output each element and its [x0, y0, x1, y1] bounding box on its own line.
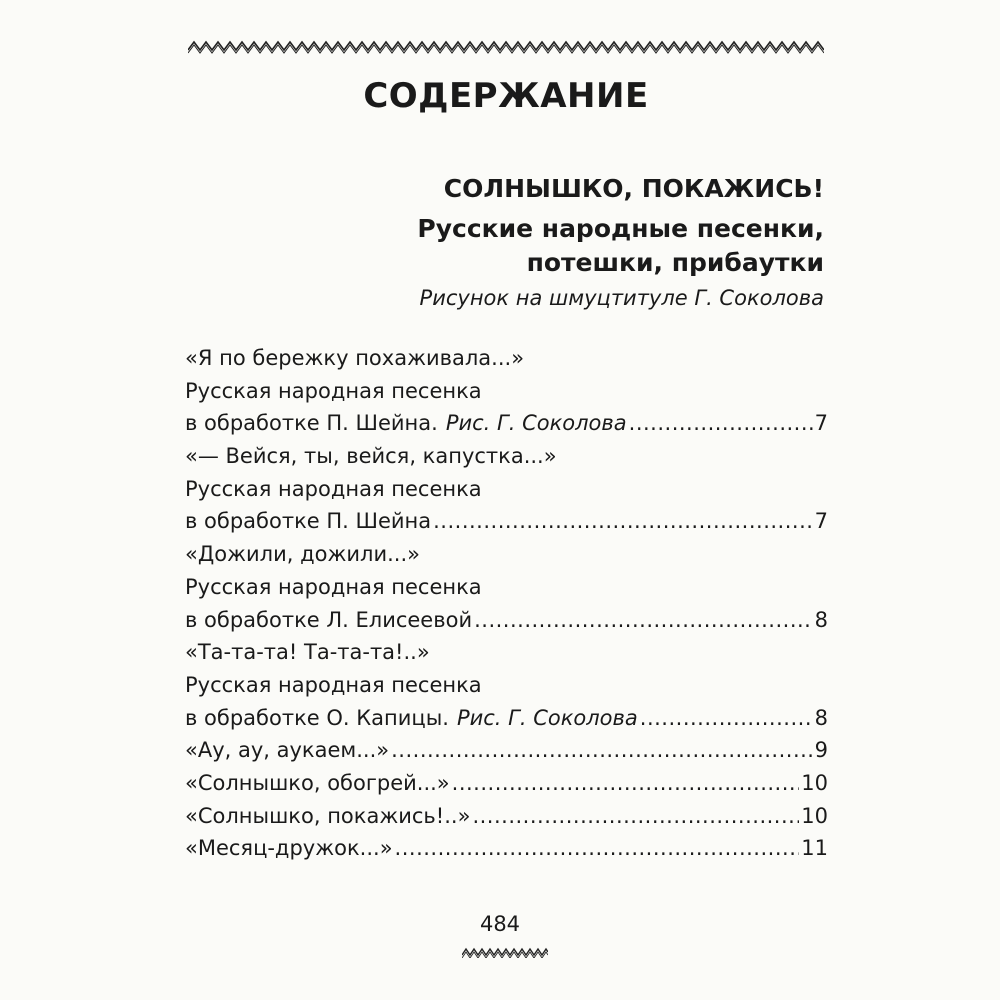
entry-adaptation: в обработке П. Шейна. — [185, 411, 438, 436]
toc-entry-subline — [185, 673, 828, 706]
entry-title: «Дожили, дожили...» — [185, 542, 420, 567]
section-subtitle-line2: потешки, прибаутки — [526, 248, 824, 277]
toc-entry[interactable] — [185, 738, 828, 771]
entry-title: «Месяц-дружок...» — [185, 836, 393, 861]
entry-page-number: 8 — [814, 705, 828, 730]
entry-page-number: 10 — [801, 803, 828, 828]
entry-adaptation: в обработке П. Шейна — [185, 509, 432, 534]
entry-page-number: 7 — [814, 509, 828, 534]
toc-entry-subline — [185, 575, 828, 608]
entry-title: «Ау, ау, аукаем...» — [185, 738, 390, 763]
entry-page-number: 10 — [801, 770, 828, 795]
toc-entry[interactable] — [185, 542, 828, 575]
dot-leader — [391, 738, 813, 762]
dot-leader — [433, 509, 813, 533]
section-illustrator: Рисунок на шмуцтитуле Г. Соколова — [419, 286, 824, 310]
toc-entry-subline — [185, 411, 828, 444]
entry-artist: Рис. Г. Соколова — [456, 705, 638, 730]
section-subtitle-line1: Русские народные песенки, — [417, 214, 824, 243]
toc-entry-subline — [185, 706, 828, 739]
toc-entry-subline — [185, 608, 828, 641]
toc-entry-subline — [185, 379, 828, 412]
entry-page-number: 9 — [814, 738, 828, 763]
toc-entry[interactable] — [185, 771, 828, 804]
entry-title: «Солнышко, покажись!..» — [185, 803, 471, 828]
dot-leader — [472, 804, 799, 828]
toc-entries — [185, 346, 828, 869]
entry-artist: Рис. Г. Соколова — [445, 411, 627, 436]
toc-entry[interactable] — [185, 346, 828, 379]
entry-title: «— Вейся, ты, вейся, капустка...» — [185, 444, 557, 469]
entry-page-number: 7 — [814, 411, 828, 436]
entry-description: Русская народная песенка — [185, 574, 482, 599]
contents-heading: СОДЕРЖАНИЕ — [363, 76, 649, 116]
entry-description: Русская народная песенка — [185, 672, 482, 697]
dot-leader — [629, 411, 813, 435]
bottom-ornament — [462, 946, 548, 958]
toc-entry-subline — [185, 477, 828, 510]
dot-leader — [452, 771, 800, 795]
entry-adaptation: в обработке О. Капицы. — [185, 705, 449, 730]
entry-adaptation: в обработке Л. Елисеевой — [185, 607, 473, 632]
dot-leader — [474, 608, 813, 632]
entry-description: Русская народная песенка — [185, 378, 482, 403]
toc-entry[interactable] — [185, 804, 828, 837]
page-number: 484 — [479, 912, 521, 936]
toc-entry-subline — [185, 509, 828, 542]
dot-leader — [395, 836, 800, 860]
entry-title: «Солнышко, обогрей...» — [185, 770, 450, 795]
entry-title: «Та-та-та! Та-та-та!..» — [185, 640, 430, 665]
dot-leader — [640, 706, 813, 730]
section-title: СОЛНЫШКО, ПОКАЖИСЬ! — [443, 174, 824, 203]
entry-page-number: 11 — [801, 836, 828, 861]
entry-page-number: 8 — [814, 607, 828, 632]
toc-entry[interactable] — [185, 640, 828, 673]
entry-description: Русская народная песенка — [185, 476, 482, 501]
toc-entry[interactable] — [185, 836, 828, 869]
entry-title: «Я по бережку похаживала...» — [185, 346, 525, 370]
toc-entry[interactable] — [185, 444, 828, 477]
top-ornament — [188, 38, 824, 54]
